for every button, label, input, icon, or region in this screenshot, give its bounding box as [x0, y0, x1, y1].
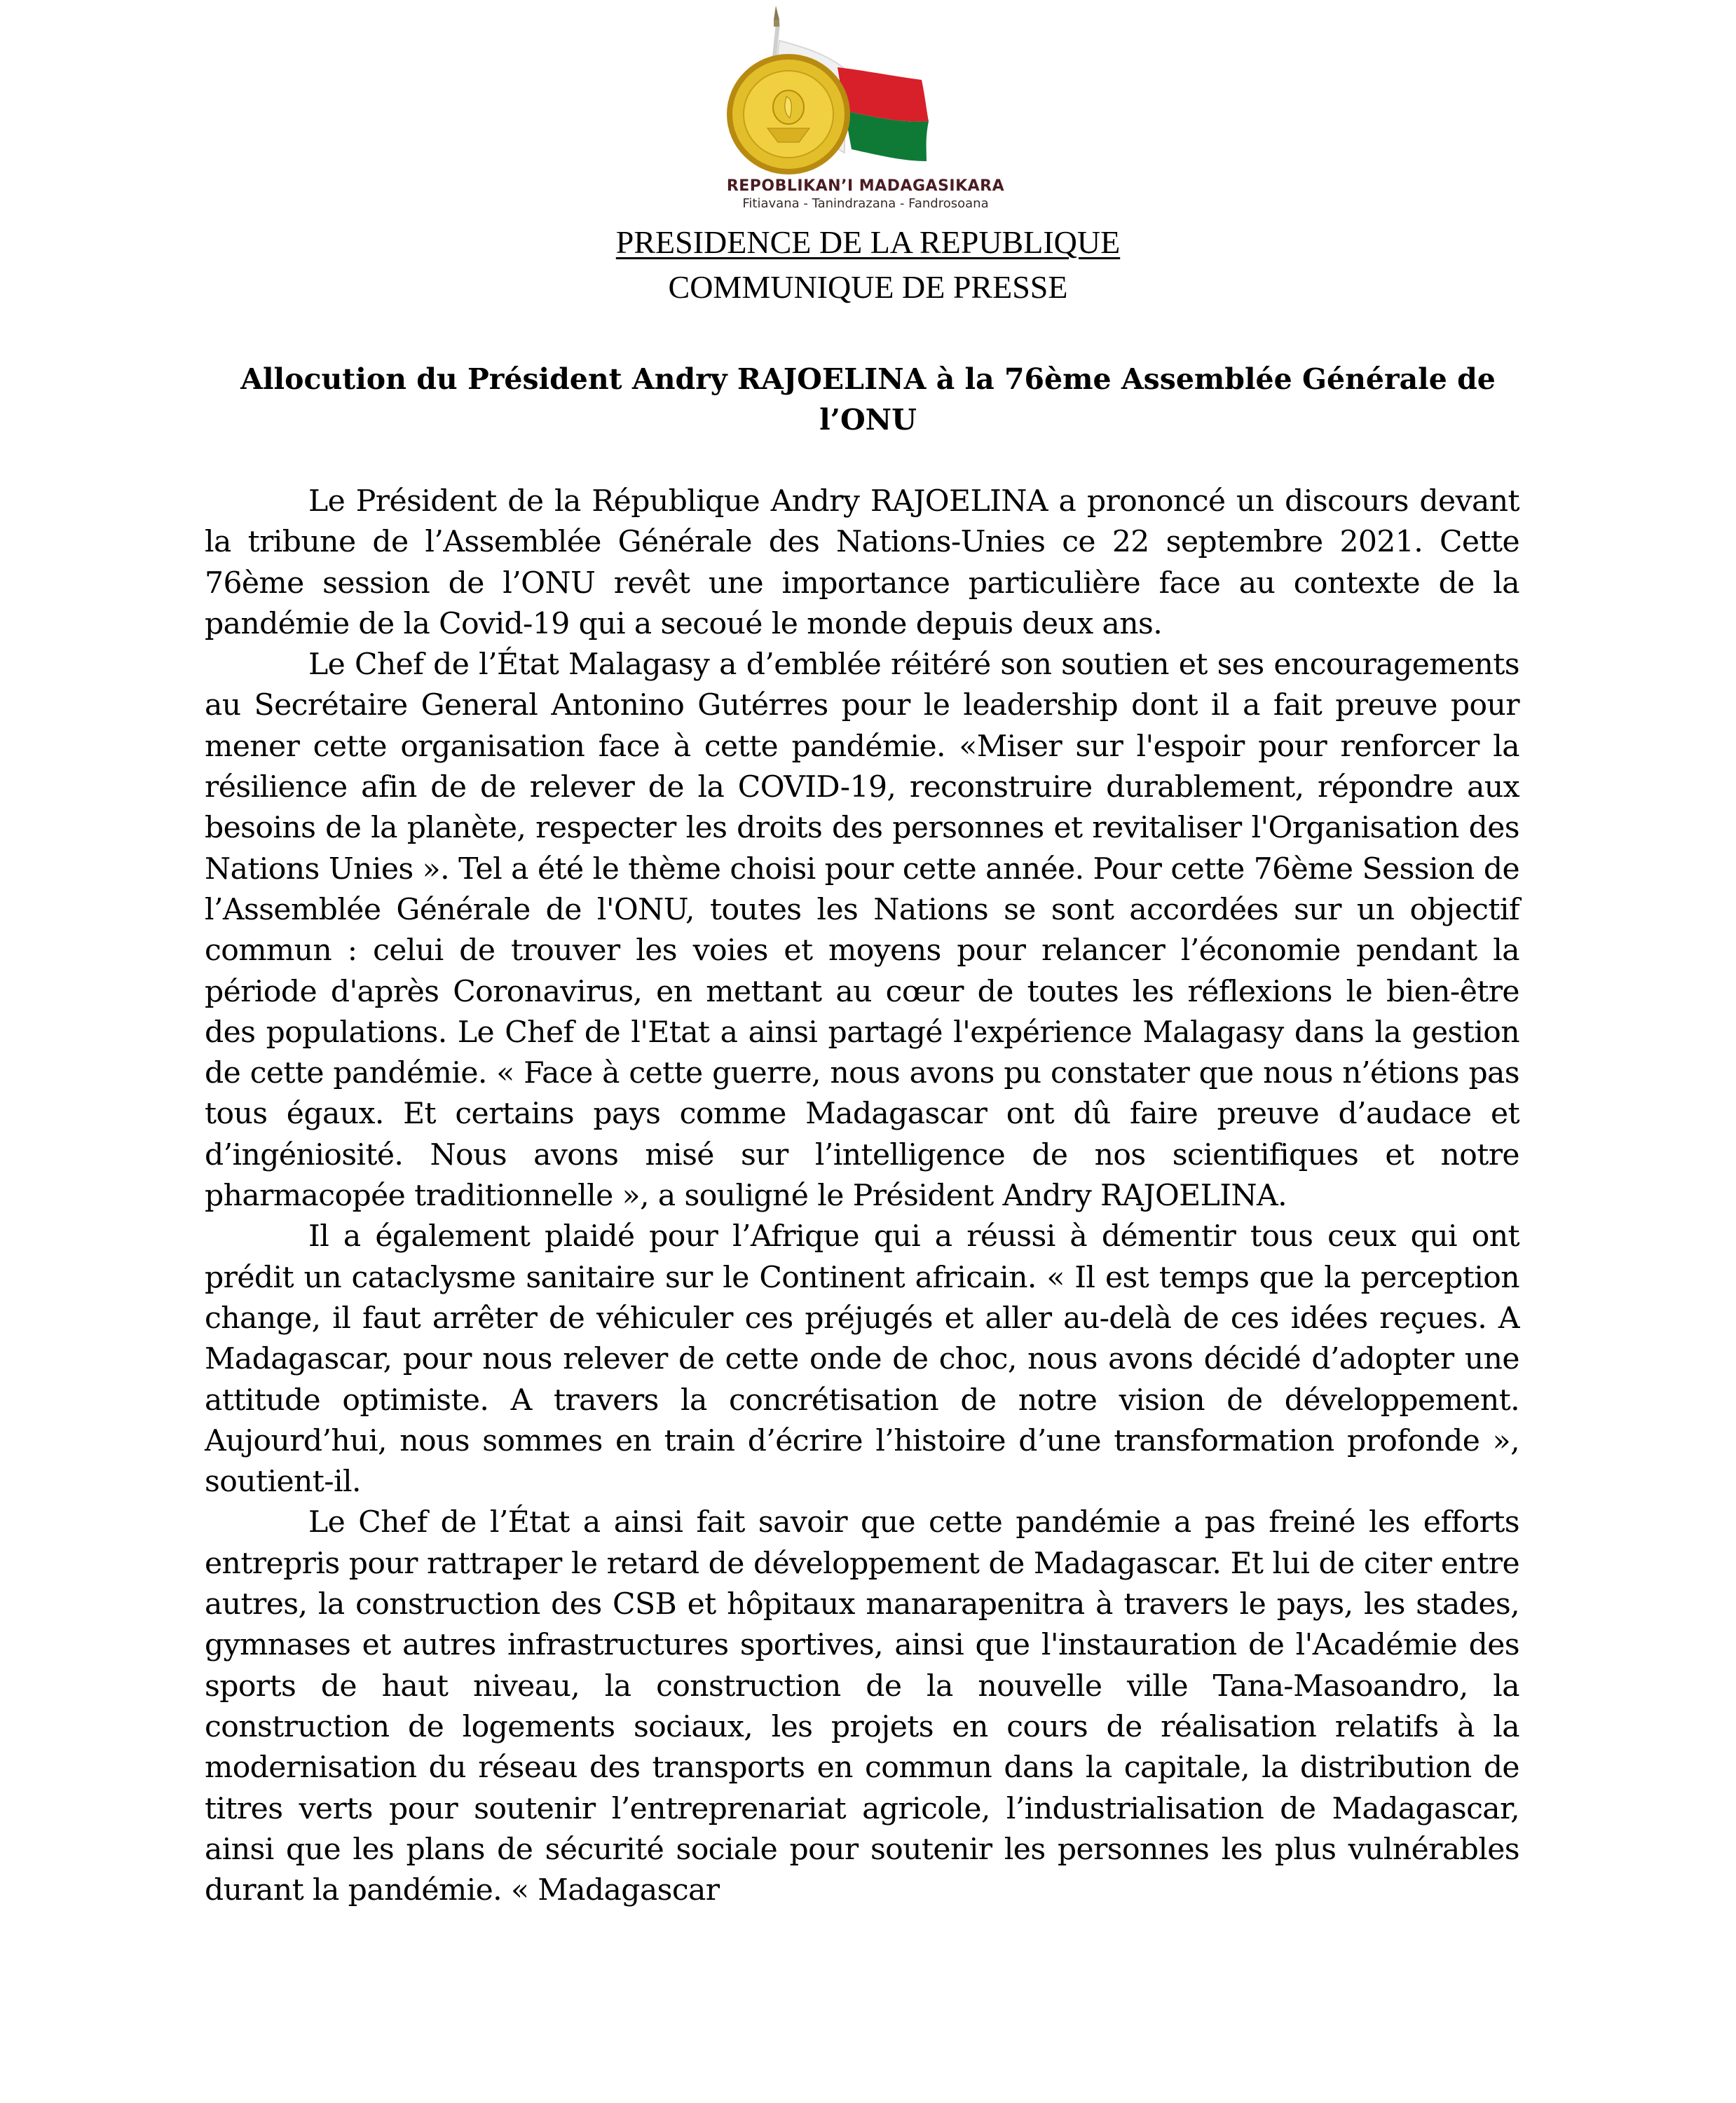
presidency-heading	[0, 223, 1736, 262]
paragraph: Le Chef de l’État a ainsi fait savoir que cette pandémie a pas freiné les efforts entrepris pour rattraper le retard de développement de Madagascar. Et lui de citer entre autres, la construction des CSB et hôpitaux manarapenitra à travers le pays, les stades, gymnases et autres infrastructures sportives, ainsi que l'instauration de l'Académie des sports de haut niveau, la construction de la nouvelle ville Tana-Masoandro, la construction de logements sociaux, les projets en cours de réalisation relatifs à la modernisation du réseau des transports en commun dans la capitale, la distribution de titres verts pour soutenir l’entreprenariat agricole, l’industrialisation de Madagascar, ainsi que les plans de sécurité sociale pour soutenir les personnes les plus vulnérables durant la pandémie. « Madagascar	[205, 1505, 1519, 1908]
seal-and-flag-icon	[701, 6, 1030, 177]
republic-logo	[701, 6, 1030, 212]
paragraph: Il a également plaidé pour l’Afrique qui a réussi à démentir tous ceux qui ont prédit un cataclysme sanitaire sur le Continent africain. « Il est temps que la perception change, il faut arrêter de véhiculer ces préjugés et aller au-delà de ces idées reçues. A Madagascar, pour nous relever de cette onde de choc, nous avons décidé d’adopter une attitude optimiste. A travers la concrétisation de notre vision de développement. Aujourd’hui, nous sommes en train d’écrire l’histoire d’une transformation profonde », soutient-il.	[205, 1219, 1519, 1500]
flagpole-finial	[774, 6, 779, 20]
logo-motto: Fitiavana - Tanindrazana - Fandrosoana	[742, 196, 989, 211]
press-release-heading: COMMUNIQUE DE PRESSE	[668, 269, 1068, 305]
logo-title: REPOBLIKAN’I MADAGASIKARA	[726, 177, 1005, 195]
document-body	[205, 481, 1519, 1911]
document-title: Allocution du Président Andry RAJOELINA à la 76ème Assemblée Générale de l’ONU	[240, 362, 1496, 437]
paragraph: Le Président de la République Andry RAJOELINA a prononcé un discours devant la tribune de l’Assemblée Générale des Nations-Unies ce 22 septembre 2021. Cette 76ème session de l’ONU revêt une importance particulière face au contexte de la pandémie de la Covid-19 qui a secoué le monde depuis deux ans.	[205, 484, 1519, 641]
paragraph: Le Chef de l’État Malagasy a d’emblée réitéré son soutien et ses encouragements au Secrétaire General Antonino Gutérres pour le leadership dont il a fait preuve pour mener cette organisation face à cette pandémie. «Miser sur l'espoir pour renforcer la résilience afin de de relever de la COVID-19, reconstruire durablement, répondre aux besoins de la planète, respecter les droits des personnes et revitaliser l'Organisation des Nations Unies ». Tel a été le thème choisi pour cette année. Pour cette 76ème Session de l’Assemblée Générale de l'ONU, toutes les Nations se sont accordées sur un objectif commun : celui de trouver les voies et moyens pour relancer l’économie pendant la période d'après Coronavirus, en mettant au cœur de toutes les réflexions le bien-être des populations. Le Chef de l'Etat a ainsi partagé l'expérience Malagasy dans la gestion de cette pandémie. « Face à cette guerre, nous avons pu constater que nous n’étions pas tous égaux. Et certains pays comme Madagascar ont dû faire preuve d’audace et d’ingéniosité. Nous avons misé sur l’intelligence de nos scientifiques et notre pharmacopée traditionnelle », a souligné le Président Andry RAJOELINA.	[205, 648, 1519, 1214]
presidency-heading-text: PRESIDENCE DE LA REPUBLIQUE	[615, 224, 1121, 260]
